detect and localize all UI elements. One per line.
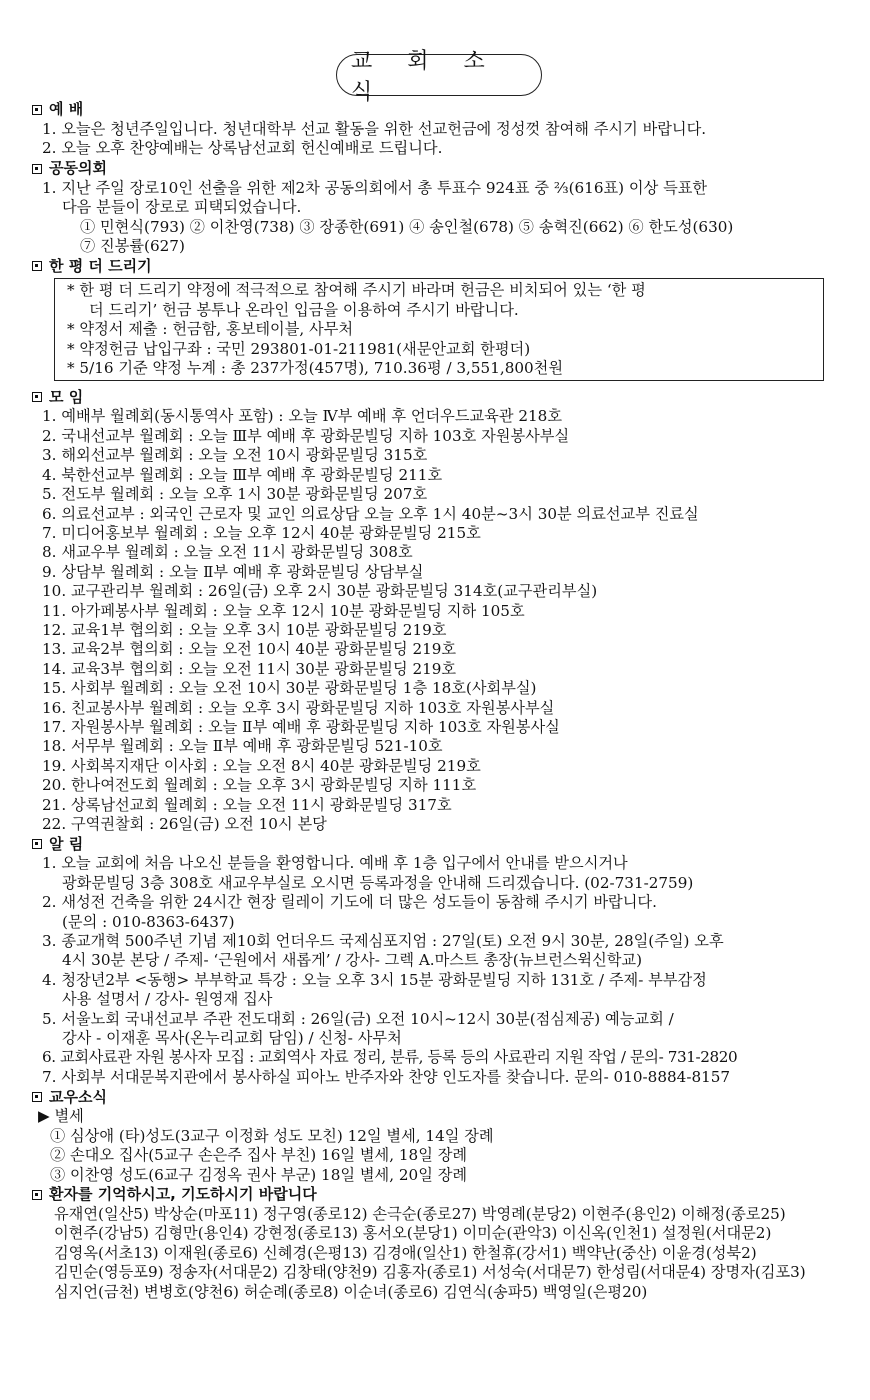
square-bullet-icon	[32, 1190, 42, 1200]
worship-section	[32, 100, 842, 159]
meeting-item: 16. 친교봉사부 월례회 : 오늘 오후 3시 광화문빌딩 지하 103호 자원봉사부실	[42, 698, 555, 717]
box-line: * 약정서 제출 : 헌금함, 홍보테이블, 사무처	[67, 320, 354, 339]
meeting-item: 18. 서무부 월례회 : 오늘 Ⅱ부 예배 후 광화문빌딩 521-10호	[42, 737, 443, 756]
notices-section	[32, 834, 842, 1087]
meeting-item: 4. 북한선교부 월례회 : 오늘 Ⅲ부 예배 후 광화문빌딩 211호	[42, 465, 443, 484]
obituary-item: ③ 이찬영 성도(6교구 김정옥 권사 부군) 18일 별세, 20일 장례	[50, 1165, 468, 1184]
elected-names: ① 민현식(793) ② 이찬영(738) ③ 장종한(691) ④ 송인철(678) ⑤ 송혁진(662) ⑥ 한도성(630)	[80, 217, 734, 236]
meeting-item: 8. 새교우부 월례회 : 오늘 오전 11시 광화문빌딩 308호	[42, 543, 413, 562]
meeting-item: 21. 상록남선교회 월례회 : 오늘 오전 11시 광화문빌딩 317호	[42, 795, 452, 814]
list-item-continuation: 강사 - 이재훈 목사(온누리교회 담임) / 신청- 사무처	[62, 1029, 402, 1048]
meetings-section	[32, 387, 842, 834]
meeting-item: 7. 미디어홍보부 월례회 : 오늘 오후 12시 40분 광화문빌딩 215호	[42, 523, 481, 542]
section-heading	[32, 256, 842, 276]
list-item-continuation: 광화문빌딩 3층 308호 새교우부실로 오시면 등록과정을 안내해 드리겠습니다. (02-731-2759)	[62, 873, 694, 892]
square-bullet-icon	[32, 392, 42, 402]
patients-heading: 환자를 기억하시고, 기도하시기 바랍니다	[49, 1185, 317, 1204]
box-line: * 5/16 기준 약정 누계 : 총 237가정(457명), 710.36평 / 3,551,800천원	[67, 359, 564, 378]
patient-line: 김영옥(서초13) 이재원(종로6) 신혜경(은평13) 김경애(일산1) 한철휴(강서1) 백약난(중산) 이윤경(성북2)	[54, 1243, 757, 1262]
meeting-item: 10. 교구관리부 월례회 : 26일(금) 오후 2시 30분 광화문빌딩 314호(교구관리부실)	[42, 582, 598, 601]
meeting-item: 15. 사회부 월례회 : 오늘 오전 10시 30분 광화문빌딩 1층 18호(사회부실)	[42, 679, 537, 698]
bulletin-content	[32, 100, 842, 1302]
list-item: 2. 오늘 오후 찬양예배는 상록남선교회 헌신예배로 드립니다.	[42, 139, 443, 158]
pyeong-heading: 한 평 더 드리기	[49, 256, 152, 275]
box-line: 더 드리기’ 헌금 봉투나 온라인 입금을 이용하여 주시기 바랍니다.	[89, 300, 519, 319]
box-line: * 한 평 더 드리기 약정에 적극적으로 참여해 주시기 바라며 헌금은 비치되어 있는 ‘한 평	[67, 281, 646, 300]
meeting-list	[32, 407, 842, 834]
elected-names: ⑦ 진봉률(627)	[80, 237, 185, 256]
patient-line: 유재연(일산5) 박상순(마포11) 정구영(종로12) 손극순(종로27) 박영례(분당2) 이현주(용인2) 이해정(종로25)	[54, 1204, 786, 1223]
worship-heading: 예 배	[49, 100, 84, 119]
list-item: 6. 교회사료관 자원 봉사자 모집 : 교회역사 자료 정리, 분류, 등록 등의 사료관리 지원 작업 / 문의- 731-2820	[42, 1048, 738, 1067]
notices-heading: 알 림	[49, 834, 84, 853]
page-title: 교 회 소 식	[336, 54, 542, 96]
meetings-heading: 모 임	[49, 387, 84, 406]
pyeong-section	[32, 256, 842, 381]
pyeong-box	[54, 278, 824, 381]
meeting-item: 20. 한나여전도회 월례회 : 오늘 오후 3시 광화문빌딩 지하 111호	[42, 776, 477, 795]
obituary-item: ① 심상애 (타)성도(3교구 이정화 성도 모친) 12일 별세, 14일 장례	[50, 1126, 494, 1145]
square-bullet-icon	[32, 164, 42, 174]
meeting-item: 17. 자원봉사부 월례회 : 오늘 Ⅱ부 예배 후 광화문빌딩 지하 103호 자원봉사실	[42, 717, 560, 736]
list-item: 5. 서울노회 국내선교부 주관 전도대회 : 26일(금) 오전 10시~12시 30분(점심제공) 예능교회 /	[42, 1009, 674, 1028]
section-heading	[32, 1087, 842, 1107]
meeting-item: 11. 아가페봉사부 월례회 : 오늘 오후 12시 10분 광화문빌딩 지하 105호	[42, 601, 525, 620]
patients-section	[32, 1185, 842, 1302]
meeting-item: 13. 교육2부 협의회 : 오늘 오전 10시 40분 광화문빌딩 219호	[42, 640, 457, 659]
council-heading: 공동의회	[49, 159, 107, 178]
box-line: * 약정헌금 납입구좌 : 국민 293801-01-211981(새문안교회 한평더)	[67, 339, 531, 358]
list-item: 7. 사회부 서대문복지관에서 봉사하실 피아노 반주자와 찬양 인도자를 찾습니다. 문의- 010-8884-8157	[42, 1067, 731, 1086]
meeting-item: 5. 전도부 월례회 : 오늘 오후 1시 30분 광화문빌딩 207호	[42, 485, 428, 504]
square-bullet-icon	[32, 1092, 42, 1102]
list-item: 3. 종교개혁 500주년 기념 제10회 언더우드 국제심포지엄 : 27일(토) 오전 9시 30분, 28일(주일) 오후	[42, 932, 724, 951]
meeting-item: 3. 해외선교부 월례회 : 오늘 오전 10시 광화문빌딩 315호	[42, 446, 428, 465]
list-item: 2. 새성전 건축을 위한 24시간 현장 릴레이 기도에 더 많은 성도들이 동참해 주시기 바랍니다.	[42, 893, 657, 912]
list-item-continuation: 4시 30분 본당 / 주제- ‘근원에서 새롭게’ / 강사- 그렉 A.마스트 총장(뉴브런스윅신학교)	[62, 951, 643, 970]
patient-line: 이현주(강남5) 김형만(용인4) 강현정(종로13) 홍서오(분당1) 이미순(관악3) 이신옥(인천1) 설정원(서대문2)	[54, 1224, 772, 1243]
section-heading	[32, 387, 842, 407]
meeting-item: 12. 교육1부 협의회 : 오늘 오후 3시 10분 광화문빌딩 219호	[42, 620, 447, 639]
square-bullet-icon	[32, 839, 42, 849]
meeting-item: 14. 교육3부 협의회 : 오늘 오전 11시 30분 광화문빌딩 219호	[42, 659, 457, 678]
patient-line: 심지언(금천) 변병호(양천6) 허순례(종로8) 이순녀(종로6) 김연식(송파5) 백영일(은평20)	[54, 1282, 648, 1301]
meeting-item: 2. 국내선교부 월례회 : 오늘 Ⅲ부 예배 후 광화문빌딩 지하 103호 자원봉사부실	[42, 426, 570, 445]
section-heading	[32, 159, 842, 179]
list-item: 4. 청장년2부 <동행> 부부학교 특강 : 오늘 오후 3시 15분 광화문빌딩 지하 131호 / 주제- 부부감정	[42, 970, 707, 989]
list-item-continuation: 사용 설명서 / 강사- 원영재 집사	[62, 990, 273, 1009]
section-heading	[32, 100, 842, 120]
meeting-item: 9. 상담부 월례회 : 오늘 Ⅱ부 예배 후 광화문빌딩 상담부실	[42, 562, 424, 581]
members-heading: 교우소식	[49, 1087, 107, 1106]
meeting-item: 1. 예배부 월례회(동시통역사 포함) : 오늘 Ⅳ부 예배 후 언더우드교육관 218호	[42, 407, 563, 426]
council-section	[32, 159, 842, 257]
subheading-deaths: ▶ 별세	[38, 1107, 84, 1126]
list-item-continuation: 다음 분들이 장로로 피택되었습니다.	[62, 198, 302, 217]
meeting-item: 22. 구역권찰회 : 26일(금) 오전 10시 본당	[42, 815, 327, 833]
square-bullet-icon	[32, 105, 42, 115]
meeting-item: 6. 의료선교부 : 외국인 근로자 및 교인 의료상담 오늘 오후 1시 40분~3시 30분 의료선교부 진료실	[42, 504, 699, 523]
square-bullet-icon	[32, 261, 42, 271]
section-heading	[32, 1185, 842, 1205]
patient-line: 김민순(영등포9) 정송자(서대문2) 김창태(양천9) 김홍자(종로1) 서성숙(서대문7) 한성림(서대문4) 장명자(김포3)	[54, 1263, 806, 1282]
list-item: 1. 오늘 교회에 처음 나오신 분들을 환영합니다. 예배 후 1층 입구에서 안내를 받으시거나	[42, 854, 628, 873]
meeting-item: 19. 사회복지재단 이사회 : 오늘 오전 8시 40분 광화문빌딩 219호	[42, 756, 481, 775]
list-item: 1. 오늘은 청년주일입니다. 청년대학부 선교 활동을 위한 선교헌금에 정성껏 참여해 주시기 바랍니다.	[42, 120, 707, 138]
list-item-continuation: (문의 : 010-8363-6437)	[62, 912, 235, 931]
members-section	[32, 1087, 842, 1185]
section-heading	[32, 834, 842, 854]
list-item: 1. 지난 주일 장로10인 선출을 위한 제2차 공동의회에서 총 투표수 924표 중 ⅔(616표) 이상 득표한	[42, 178, 708, 197]
obituary-item: ② 손대오 집사(5교구 손은주 집사 부친) 16일 별세, 18일 장례	[50, 1146, 468, 1165]
